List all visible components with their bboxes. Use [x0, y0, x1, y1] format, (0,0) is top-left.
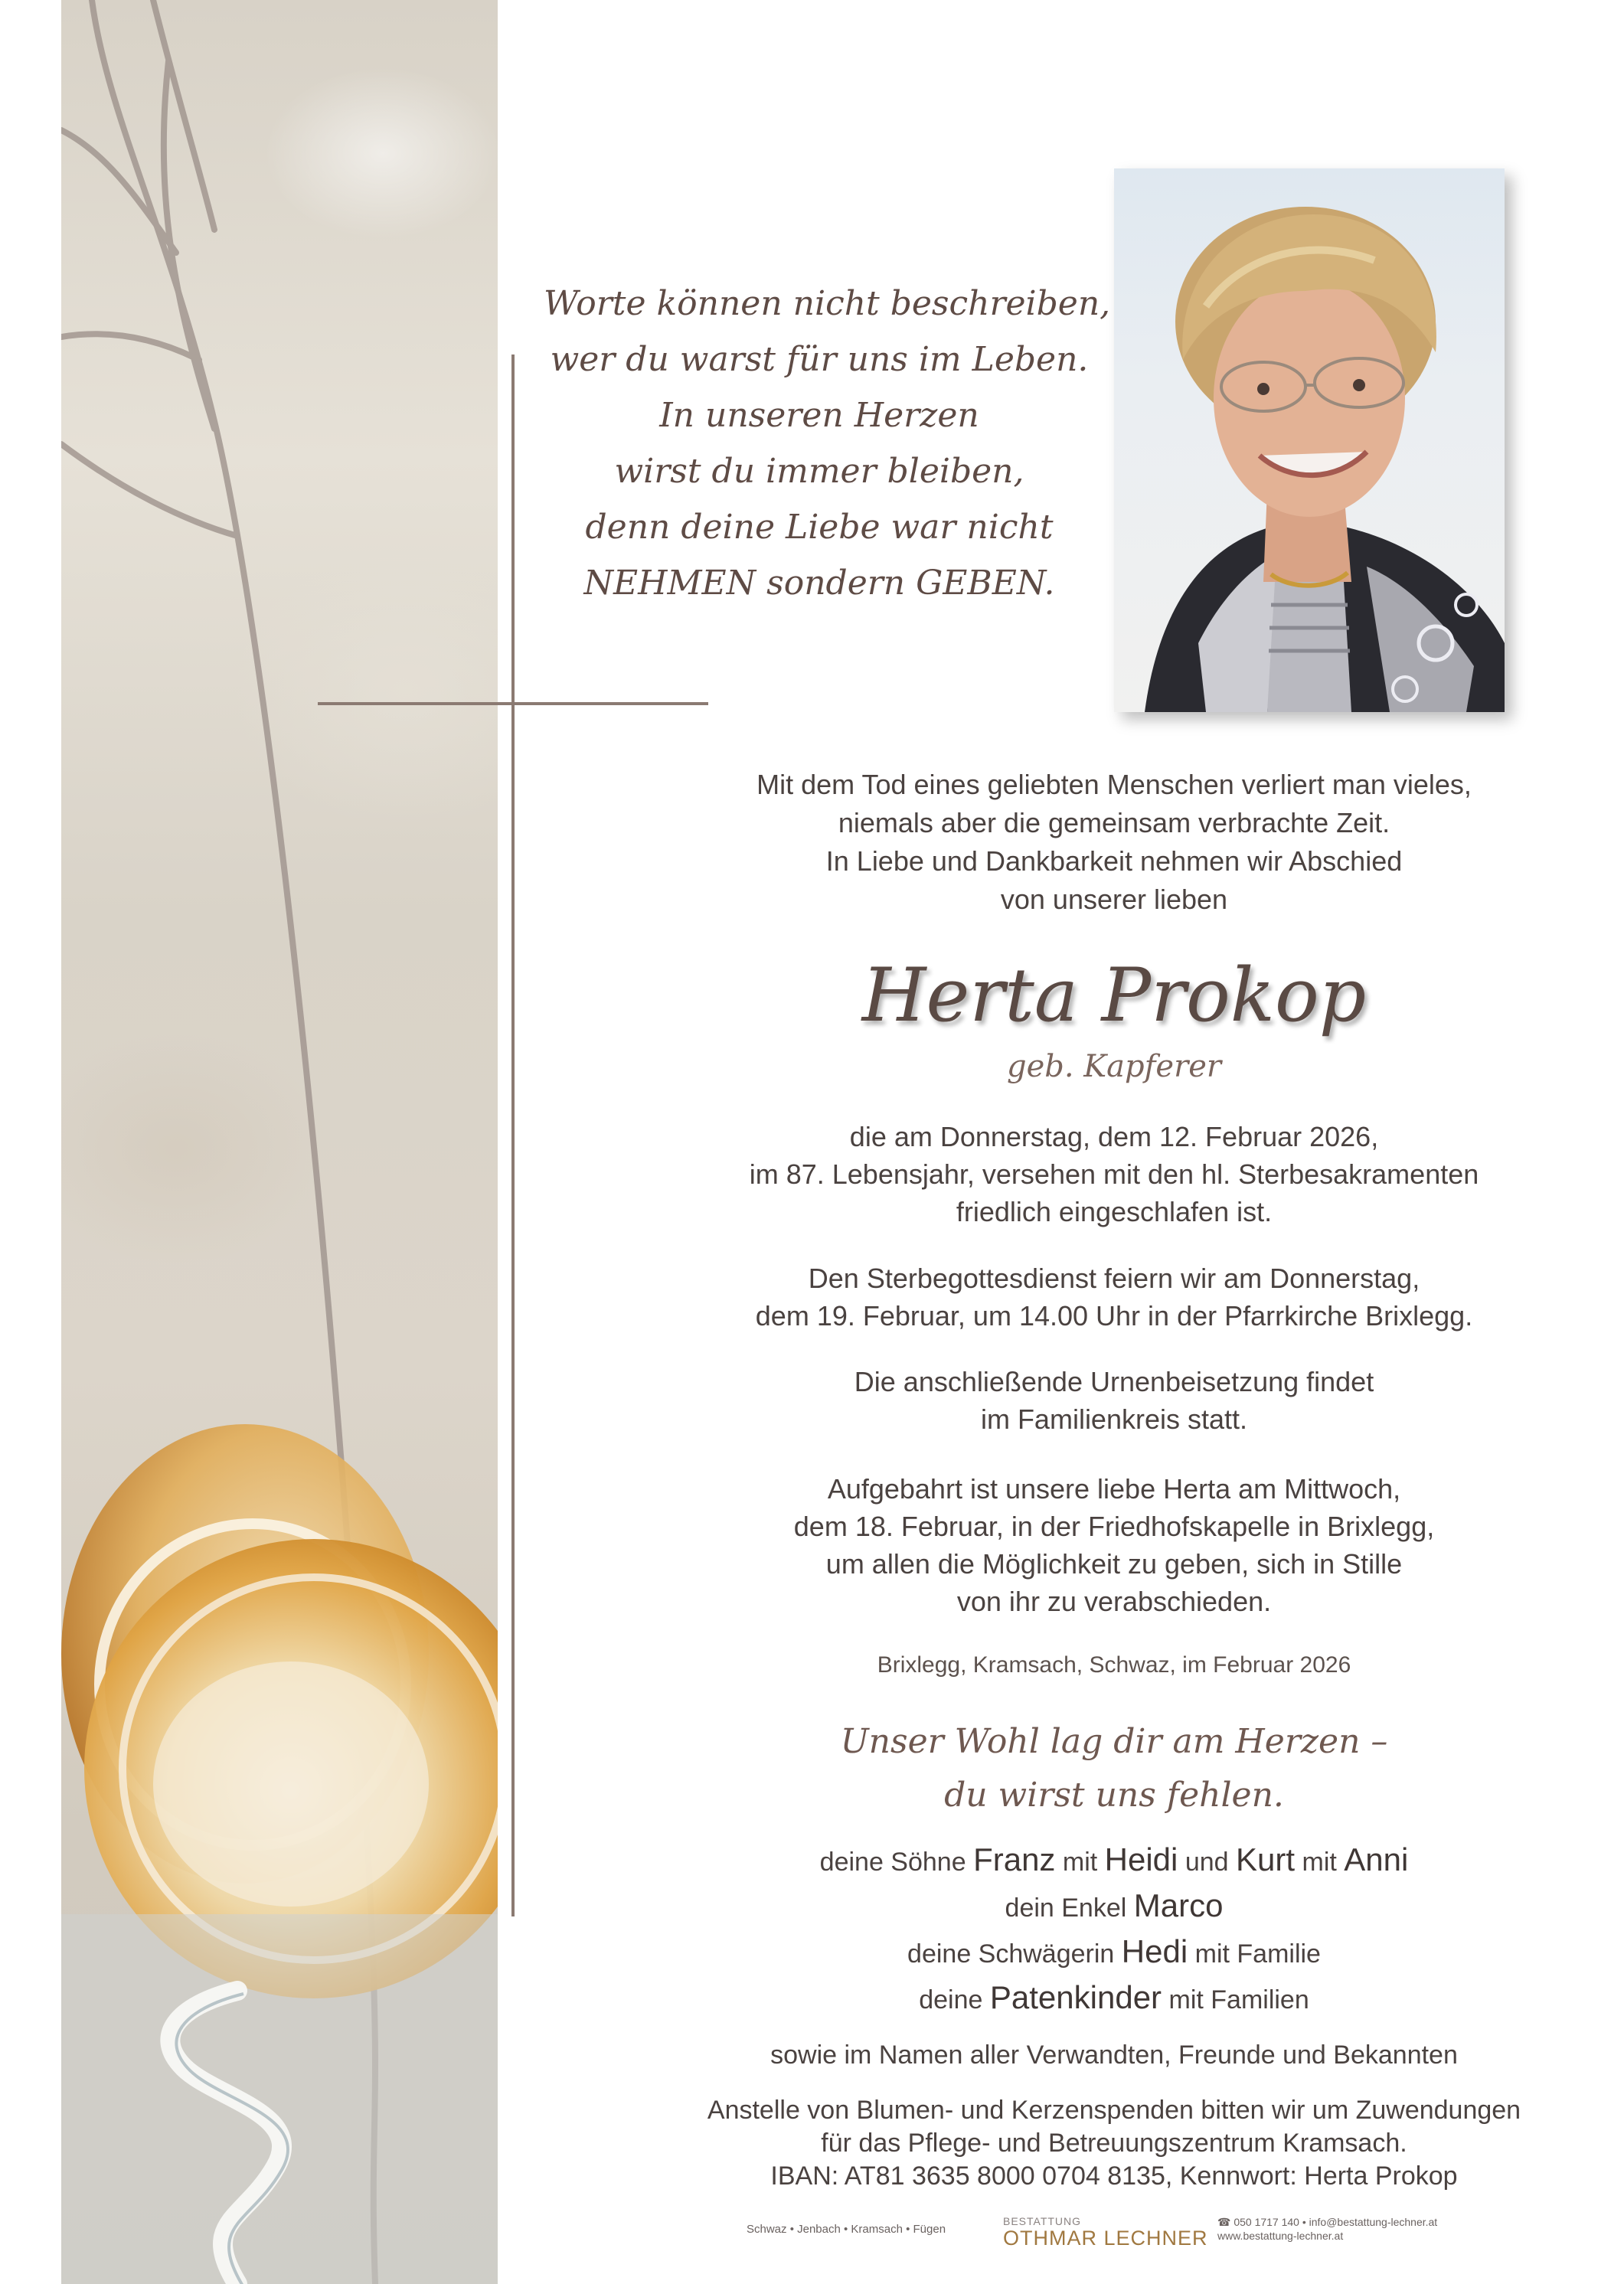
mourner-name: Marco	[1133, 1887, 1224, 1923]
mourner-line	[674, 1884, 1554, 1930]
mourner-name: Heidi	[1104, 1841, 1178, 1877]
mourner-name: Franz	[973, 1841, 1056, 1877]
mourner-text: deine	[919, 1985, 983, 2014]
death-notice	[674, 1118, 1554, 1230]
donation-line: Anstelle von Blumen- und Kerzenspenden bitten wir um Zuwendungen	[707, 2096, 1521, 2125]
watercolor-strip	[61, 0, 498, 2284]
donation-line: IBAN: AT81 3635 8000 0704 8135, Kennwort: Herta Prokop	[770, 2161, 1458, 2191]
footer-phone: ☎ 050 1717 140 • info@bestattung-lechner.at	[1217, 2216, 1438, 2228]
mourner-text: dein Enkel	[1005, 1894, 1127, 1923]
mourner-text: mit	[1062, 1848, 1098, 1877]
poem-line: NEHMEN sondern GEBEN.	[583, 564, 1055, 603]
maiden-name: geb. Kapferer	[1006, 1049, 1222, 1084]
place-date: Brixlegg, Kramsach, Schwaz, im Februar 2026	[877, 1652, 1351, 1678]
viewing-notice	[674, 1470, 1554, 1620]
donation-line: für das Pflege- und Betreuungszentrum Kramsach.	[821, 2129, 1407, 2158]
service-line: dem 19. Februar, um 14.00 Uhr in der Pfarrkirche Brixlegg.	[755, 1300, 1473, 1332]
donation-request	[674, 2094, 1554, 2193]
deceased-name: Herta Prokop	[861, 952, 1367, 1038]
burial-notice	[674, 1363, 1554, 1438]
footer-brand-logo: OTHMAR LECHNER	[1003, 2227, 1208, 2250]
death-notice-line: friedlich eingeschlafen ist.	[956, 1196, 1273, 1227]
service-line: Den Sterbegottesdienst feiern wir am Donnerstag,	[808, 1263, 1420, 1294]
cross-horizontal-bar	[318, 702, 708, 705]
intro-text	[674, 766, 1554, 919]
cross-vertical-bar	[511, 355, 515, 1916]
mourner-line	[674, 1838, 1554, 1884]
mourner-name: Kurt	[1236, 1841, 1296, 1877]
mourner-text: deine Schwägerin	[907, 1939, 1115, 1969]
poem-line: wirst du immer bleiben,	[614, 452, 1024, 491]
viewing-line: um allen die Möglichkeit zu geben, sich in Stille	[825, 1548, 1403, 1580]
mourner-text: mit Familien	[1168, 1985, 1309, 2014]
burial-line: im Familienkreis statt.	[980, 1403, 1248, 1435]
burial-line: Die anschließende Urnenbeisetzung findet	[854, 1366, 1374, 1397]
poem-line: In unseren Herzen	[659, 396, 979, 435]
portrait-illustration	[1114, 168, 1505, 712]
viewing-line: Aufgebahrt ist unsere liebe Herta am Mittwoch,	[827, 1473, 1401, 1505]
death-notice-line: die am Donnerstag, dem 12. Februar 2026,	[849, 1121, 1379, 1152]
footer-locations: Schwaz • Jenbach • Kramsach • Fügen	[747, 2223, 946, 2236]
mourner-line	[674, 1975, 1554, 2022]
mourner-text: mit	[1302, 1848, 1337, 1877]
mourner-name: Patenkinder	[989, 1979, 1162, 2015]
intro-line: niemals aber die gemeinsam verbrachte Zeit.	[838, 807, 1390, 838]
footer-contact	[1217, 2215, 1437, 2253]
viewing-line: von ihr zu verabschieden.	[956, 1586, 1272, 1617]
mourner-line	[674, 1929, 1554, 1976]
mourner-closing: sowie im Namen aller Verwandten, Freunde und Bekannten	[770, 2041, 1458, 2070]
intro-line: von unserer lieben	[1000, 884, 1228, 915]
service-notice	[674, 1260, 1554, 1335]
poem	[544, 276, 1111, 611]
poem-line: wer du warst für uns im Leben.	[550, 340, 1089, 379]
poem-line: Worte können nicht beschreiben,	[544, 284, 1111, 323]
footer-web: www.bestattung-lechner.at	[1217, 2230, 1344, 2242]
mourner-text: mit Familie	[1194, 1939, 1321, 1969]
mourner-name: Hedi	[1121, 1933, 1188, 1969]
portrait-photo	[1114, 168, 1505, 712]
poem-line: denn deine Liebe war nicht	[585, 508, 1054, 547]
intro-line: In Liebe und Dankbarkeit nehmen wir Abschied	[825, 845, 1403, 877]
mourner-name: Anni	[1344, 1841, 1409, 1877]
watercolor-illustration	[61, 0, 498, 2284]
motto	[674, 1715, 1554, 1822]
intro-line: Mit dem Tod eines geliebten Menschen verliert man vieles,	[756, 769, 1472, 800]
footer-brand-label: BESTATTUNG	[1003, 2215, 1082, 2227]
viewing-line: dem 18. Februar, in der Friedhofskapelle in Brixlegg,	[793, 1511, 1435, 1542]
death-notice-line: im 87. Lebensjahr, versehen mit den hl. Sterbesakramenten	[749, 1158, 1479, 1190]
mourner-text: deine Söhne	[819, 1848, 966, 1877]
mourner-text: und	[1185, 1848, 1229, 1877]
motto-line: Unser Wohl lag dir am Herzen –	[840, 1722, 1388, 1761]
motto-line: du wirst uns fehlen.	[944, 1776, 1284, 1815]
